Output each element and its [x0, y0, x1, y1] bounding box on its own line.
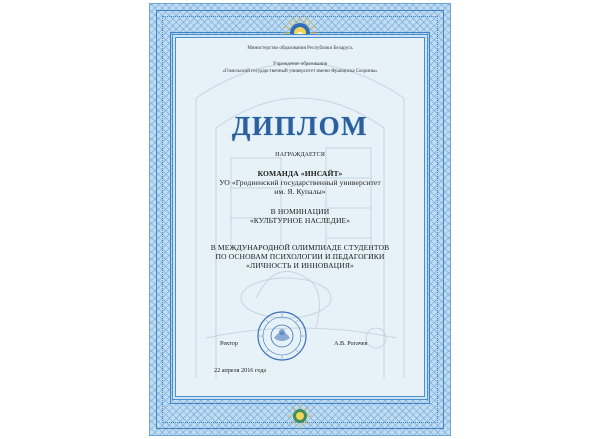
university-line2: им. Я. Купалы»: [274, 187, 326, 196]
team-name: КОМАНДА «ИНСАЙТ»: [257, 169, 343, 178]
event-line2: ПО ОСНОВАМ ПСИХОЛОГИИ И ПЕДАГОГИКИ: [215, 252, 385, 261]
text-field: [176, 38, 424, 396]
signature-position: Ректор: [220, 340, 238, 347]
diploma-sheet: [150, 4, 450, 435]
sun-emblem-icon: [286, 402, 314, 430]
university-line1: УО «Гродненский государственный университет: [219, 178, 381, 187]
signature-name: А.В. Рогачев: [334, 340, 368, 347]
institution-line1: Учреждение образования: [272, 62, 328, 67]
issue-date: 22 апреля 2016 года: [214, 367, 267, 374]
event-line1: В МЕЖДУНАРОДНОЙ ОЛИМПИАДЕ СТУДЕНТОВ: [210, 243, 390, 252]
event-line3: «ЛИЧНОСТЬ И ИННОВАЦИЯ»: [246, 261, 354, 270]
diploma-title: ДИПЛОМ: [231, 111, 369, 141]
nomination-name: «КУЛЬТУРНОЕ НАСЛЕДИЕ»: [249, 216, 351, 225]
ministry-text: Министерство образования Республики Беларусь: [247, 46, 353, 51]
awarded-label: НАГРАЖДАЕТСЯ: [275, 151, 325, 158]
round-seal-icon: [256, 310, 308, 362]
nomination-label: В НОМИНАЦИИ: [270, 207, 330, 216]
institution-line2: «Гомельский государственный университет имени Франциска Скорины»: [222, 69, 378, 74]
